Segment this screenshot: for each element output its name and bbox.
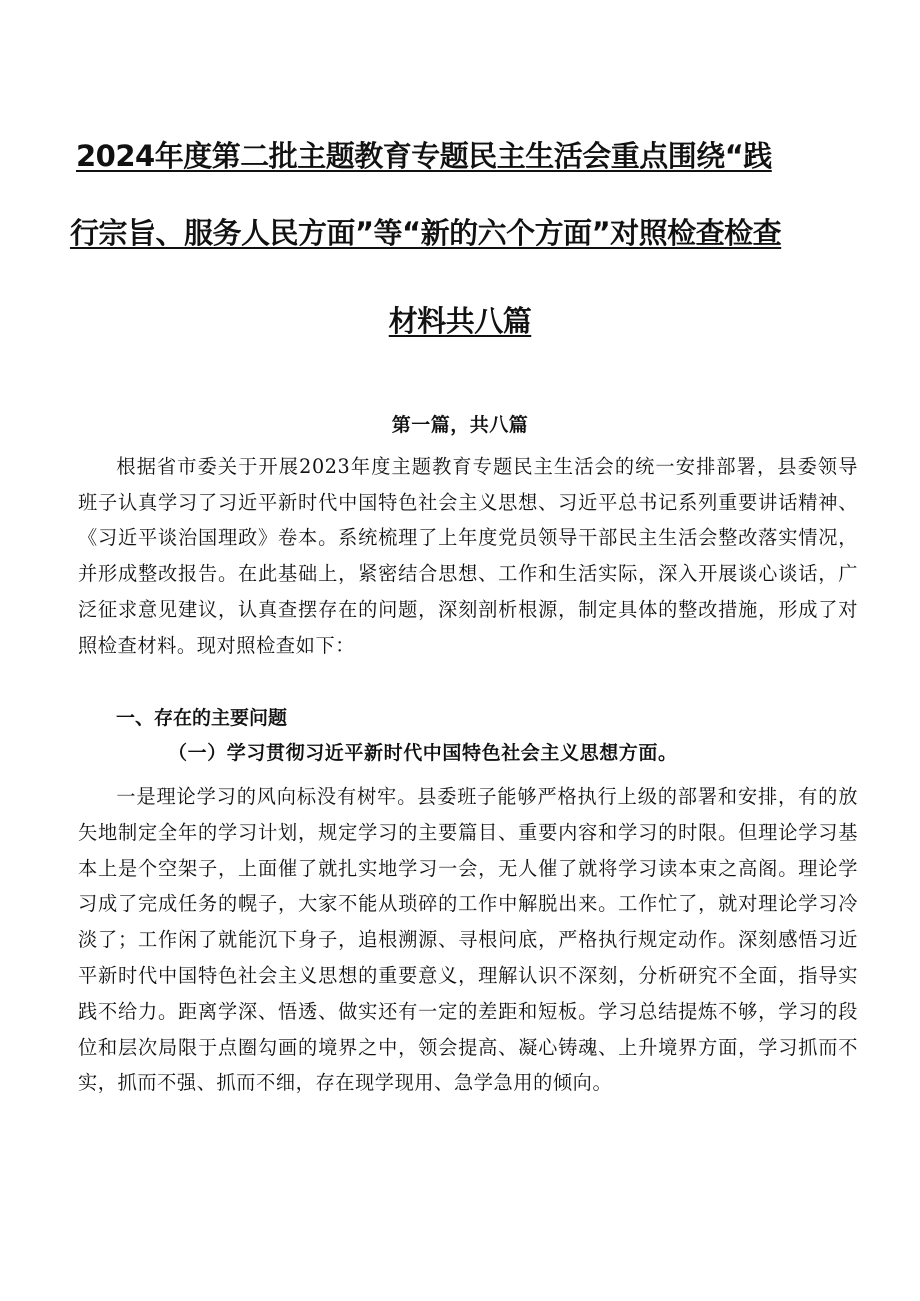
heading-main-problems: 一、存在的主要问题 xyxy=(116,707,288,729)
subheading-study-thought: （一）学习贯彻习近平新时代中国特色社会主义思想方面。 xyxy=(168,742,678,764)
title-line-1: 2024年度第二批主题教育专题民主生活会重点围绕“践 xyxy=(76,139,772,173)
body-paragraph: 一是理论学习的风向标没有树牢。县委班子能够严格执行上级的部署和安排，有的放矢地制定全年的学习计划，规定学习的主要篇目、重要内容和学习的时限。但理论学习基本上是个空架子，上面催了就扎实地学习一会，无人催了就将学习读本束之高阁。理论学习成了完成任务的幌子，大家不能从琐碎的工作中解脱出来。工作忙了，就对理论学习冷淡了；工作闲了就能沉下身子，追根溯源、寻根问底，严格执行规定动作。深刻感悟习近平新时代中国特色社会主义思想的重要意义，理解认识不深刻，分析研究不全面，指导实践不给力。距离学深、悟透、做实还有一定的差距和短板。学习总结提炼不够，学习的段位和层次局限于点圈勾画的境界之中，领会提高、凝心铸魂、上升境界方面，学习抓而不实，抓而不强、抓而不细，存在现学现用、急学急用的倾向。 xyxy=(78,785,858,1095)
intro-paragraph: 根据省市委关于开展2023年度主题教育专题民主生活会的统一安排部署，县委领导班子认真学习了习近平新时代中国特色社会主义思想、习近平总书记系列重要讲话精神、《习近平谈治国理政》卷本。系统梳理了上年度党员领导干部民主生活会整改落实情况，并形成整改报告。在此基础上，紧密结合思想、工作和生活实际，深入开展谈心谈话，广泛征求意见建议，认真查摆存在的问题，深刻剖析根源，制定具体的整改措施，形成了对照检查材料。现对照检查如下： xyxy=(78,455,858,657)
title-line-2: 行宗旨、服务人民方面”等“新的六个方面”对照检查检查 xyxy=(70,216,782,250)
section-label: 第一篇，共八篇 xyxy=(391,414,529,436)
title-line-3: 材料共八篇 xyxy=(388,304,532,338)
